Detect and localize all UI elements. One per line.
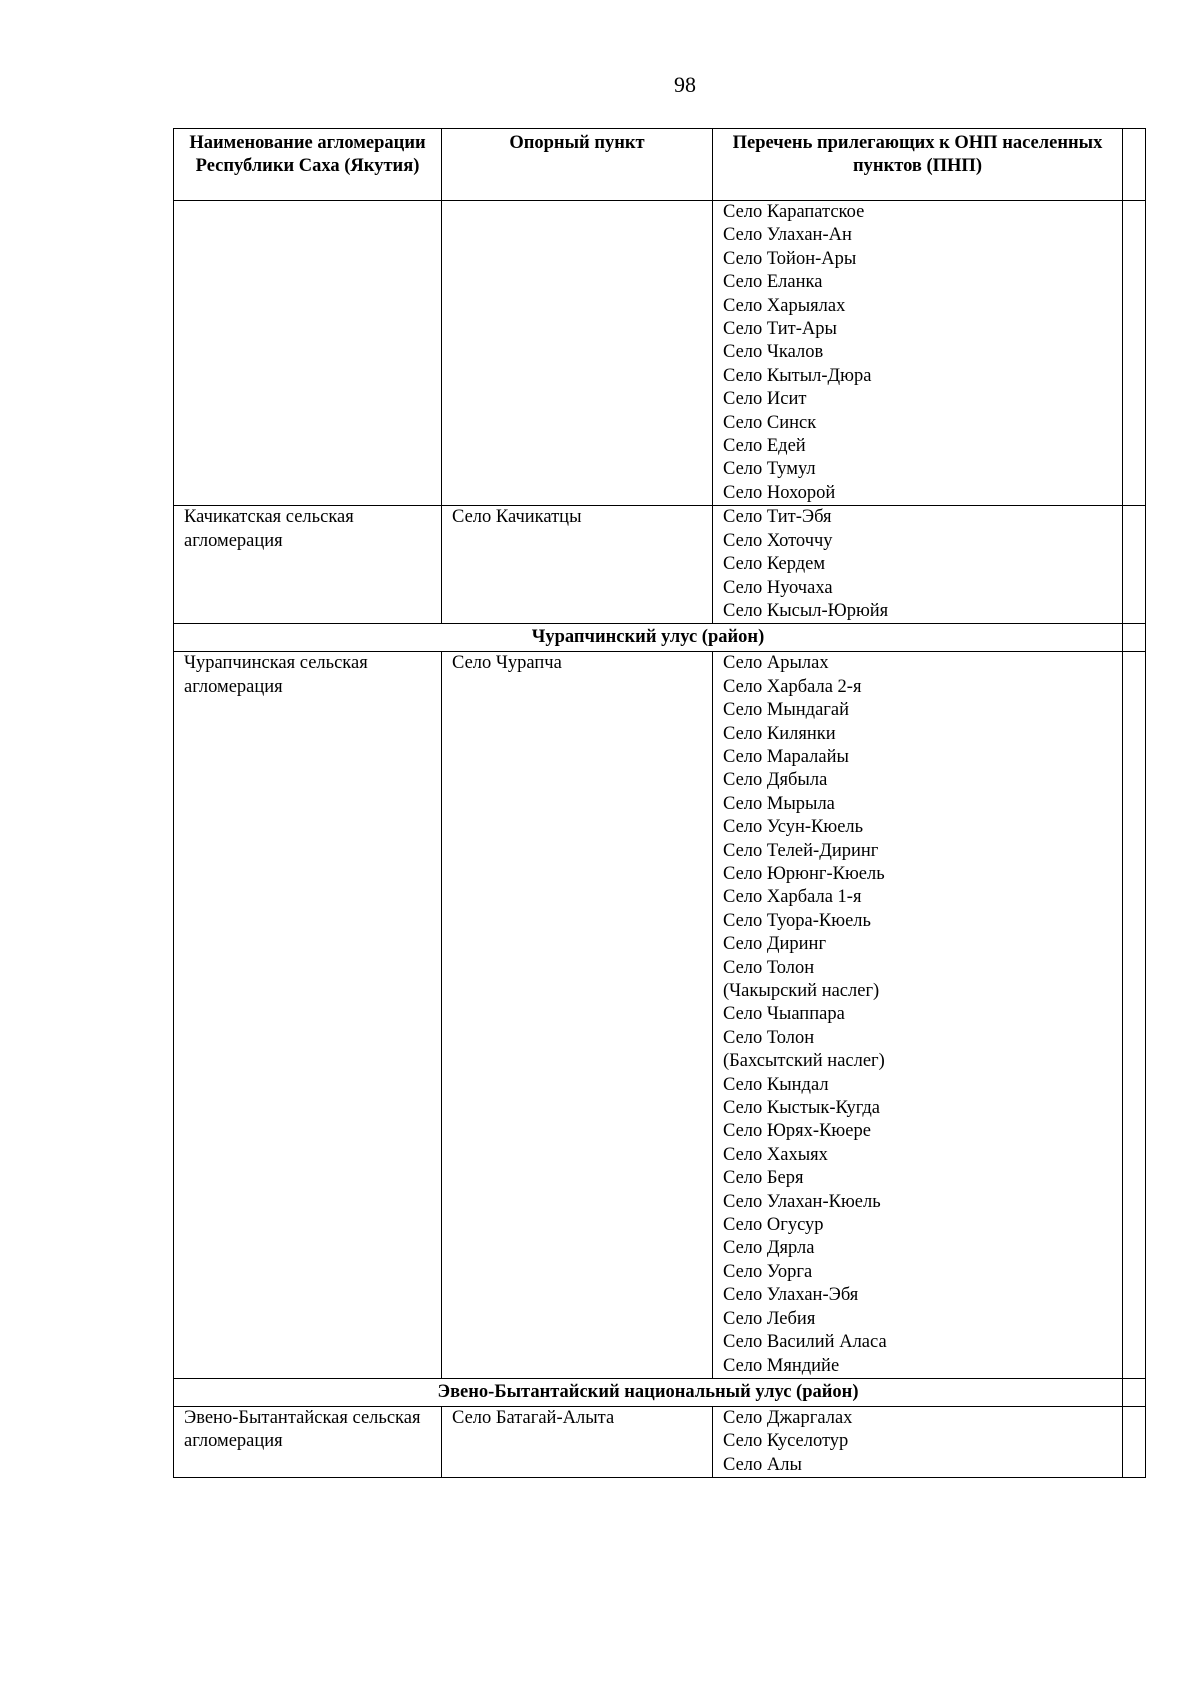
agglomeration-name: Качикатская сельская агломерация (174, 506, 442, 624)
settlement-item: Село Кындал (723, 1074, 829, 1095)
empty-cell (1123, 506, 1146, 624)
settlement-item: Село Улахан-Ан (723, 225, 852, 246)
settlement-item: Село Мырыла (723, 793, 835, 814)
empty-cell (1123, 201, 1146, 506)
settlement-item: Село Огусур (723, 1215, 824, 1236)
settlement-item: Село Туора-Кюель (723, 910, 871, 931)
settlement-list (713, 1406, 1123, 1477)
settlement-item: Село Улахан-Кюель (723, 1191, 881, 1212)
agglomeration-name (174, 201, 442, 506)
settlement-item: Село Кысыл-Юрюйя (723, 600, 889, 621)
settlement-item: Село Чкалов (723, 342, 824, 363)
settlement-item: Село Чыаппара (723, 1004, 845, 1025)
empty-cell (1123, 624, 1146, 652)
settlement-item: Село Килянки (723, 723, 836, 744)
hub-settlement (442, 201, 713, 506)
settlement-item: Село Карапатское (723, 202, 865, 222)
header-hub: Опорный пункт (442, 129, 713, 201)
settlement-item: Село Тумул (723, 459, 816, 480)
section-title: Чурапчинский улус (район) (174, 624, 1123, 652)
settlement-item: Село Кытыл-Дюра (723, 365, 872, 386)
header-settlements: Перечень прилегающих к ОНП населенных пунктов (ПНП) (713, 129, 1123, 201)
header-empty (1123, 129, 1146, 201)
settlement-item: Село Юрях-Кюере (723, 1121, 871, 1142)
settlement-item: Село Кыстык-Кугда (723, 1098, 881, 1119)
section-title: Эвено-Бытантайский национальный улус (район) (174, 1378, 1123, 1406)
settlement-item: Село Нохорой (723, 482, 836, 503)
settlement-list (713, 652, 1123, 1379)
hub-settlement: Село Батагай-Алыта (442, 1406, 713, 1477)
empty-cell (1123, 1378, 1146, 1406)
settlement-item: Село Василий Аласа (723, 1332, 887, 1353)
settlement-item: Село Дярла (723, 1238, 815, 1259)
empty-cell (1123, 1406, 1146, 1477)
settlement-item: Село Диринг (723, 934, 827, 955)
settlement-item: Село Алы (723, 1454, 802, 1475)
settlement-item: Село Телей-Диринг (723, 840, 879, 861)
settlement-item: Село Беря (723, 1168, 804, 1189)
agglomeration-name: Эвено-Бытантайская сельская агломерация (174, 1406, 442, 1477)
settlement-item: Село Кердем (723, 554, 826, 575)
settlement-item: Село Арылах (723, 653, 829, 674)
settlement-item: Село Лебия (723, 1308, 816, 1329)
page-number: 98 (674, 72, 696, 97)
settlement-list (713, 506, 1123, 624)
settlement-item: Село Исит (723, 389, 807, 410)
settlement-item: Село Мындагай (723, 700, 849, 721)
settlement-item: Село Харбала 2-я (723, 676, 862, 697)
settlement-item: Село Хоточчу (723, 530, 833, 551)
settlement-item: Село Нуочаха (723, 577, 833, 598)
settlement-item: Село Уорга (723, 1261, 813, 1282)
hub-settlement: Село Качикатцы (442, 506, 713, 624)
settlement-item: Село Едей (723, 436, 806, 457)
table-row (174, 201, 1146, 506)
header-agglomeration: Наименование агломерации Республики Саха (Якутия) (174, 129, 442, 201)
section-row (174, 1378, 1146, 1406)
settlement-item: Село Харбала 1-я (723, 887, 862, 908)
settlement-item: Село Толон (723, 1027, 815, 1048)
settlement-item: (Бахсытский наслег) (723, 1051, 885, 1072)
settlement-item: Село Толон (723, 957, 815, 978)
settlement-item: Село Тойон-Ары (723, 248, 857, 269)
table-header-row (174, 129, 1146, 201)
empty-cell (1123, 652, 1146, 1379)
settlement-item: Село Маралайы (723, 746, 849, 767)
settlement-item: Село Тит-Эбя (723, 507, 832, 528)
settlement-item: Село Куселотур (723, 1431, 849, 1452)
settlement-item: Село Юрюнг-Кюель (723, 863, 885, 884)
settlement-item: Село Харыялах (723, 295, 846, 316)
settlement-list (713, 201, 1123, 506)
settlement-item: Село Синск (723, 412, 817, 433)
section-row (174, 624, 1146, 652)
agglomeration-table (173, 128, 1146, 1478)
hub-settlement: Село Чурапча (442, 652, 713, 1379)
table-body (174, 201, 1146, 1478)
settlement-item: Село Джаргалах (723, 1407, 853, 1428)
settlement-item: Село Дябыла (723, 770, 828, 791)
agglomeration-name: Чурапчинская сельская агломерация (174, 652, 442, 1379)
settlement-item: Село Мяндийе (723, 1355, 840, 1376)
table-row (174, 1406, 1146, 1477)
settlement-item: Село Тит-Ары (723, 319, 837, 340)
table-row (174, 506, 1146, 624)
settlement-item: Село Еланка (723, 272, 823, 293)
settlement-item: Село Хахыях (723, 1144, 828, 1165)
settlement-item: Село Усун-Кюель (723, 817, 864, 838)
settlement-item: Село Улахан-Эбя (723, 1285, 859, 1306)
table-row (174, 652, 1146, 1379)
settlement-item: (Чакырский наслег) (723, 981, 880, 1001)
